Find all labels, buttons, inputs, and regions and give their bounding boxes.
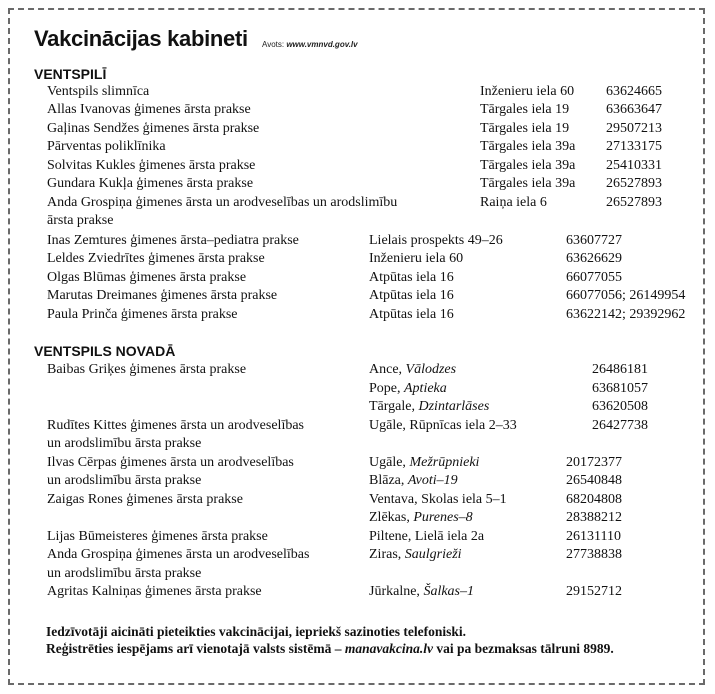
practice-phone[interactable]: 28388212 xyxy=(566,510,622,525)
practice-phone[interactable]: 63624665 xyxy=(606,84,662,99)
practice-location xyxy=(369,380,447,398)
location-place: Tārgale, xyxy=(369,399,415,414)
practice-name: Marutas Dreimanes ģimenes ārsta prakse xyxy=(47,288,278,303)
practice-phone[interactable]: 66077056; 26149954 xyxy=(566,288,686,303)
practice-name: Paula Prinča ģimenes ārsta prakse xyxy=(47,307,238,322)
footer-site-link[interactable]: manavakcina.lv xyxy=(344,641,433,656)
location-street: Dzintarlāses xyxy=(418,399,490,414)
practice-location xyxy=(369,491,507,509)
source-link[interactable]: www.vmnvd.gov.lv xyxy=(286,40,358,49)
location-place: Zlēkas, xyxy=(369,510,410,525)
practice-phone[interactable]: 26527893 xyxy=(606,195,662,210)
practice-location xyxy=(369,546,462,564)
location-place: Ugāle, xyxy=(369,455,406,470)
practice-location xyxy=(369,583,474,601)
practice-name: Lijas Būmeisteres ģimenes ārsta prakse xyxy=(47,529,268,544)
practice-phone[interactable]: 26527893 xyxy=(606,176,662,191)
practice-name: Gaļinas Sendžes ģimenes ārsta prakse xyxy=(47,121,260,136)
practice-name: Allas Ivanovas ģimenes ārsta prakse xyxy=(47,102,251,117)
practice-name: Solvitas Kukles ģimenes ārsta prakse xyxy=(47,158,256,173)
practice-phone[interactable]: 20172377 xyxy=(566,455,622,470)
practice-address: Atpūtas iela 16 xyxy=(369,270,454,285)
practice-name: Zaigas Rones ģimenes ārsta prakse xyxy=(47,492,243,507)
practice-name: un arodslimību ārsta prakse xyxy=(47,473,202,488)
practice-name: Anda Grospiņa ģimenes ārsta un arodveselības un arodslimību xyxy=(47,195,398,210)
location-place: Ventava, Skolas iela 5–1 xyxy=(369,492,507,507)
location-place: Ugāle, Rūpnīcas iela 2–33 xyxy=(369,418,517,433)
practice-phone[interactable]: 63681057 xyxy=(592,381,648,396)
source-label: Avots: xyxy=(262,40,285,49)
practice-location xyxy=(369,472,458,490)
practice-phone[interactable]: 63626629 xyxy=(566,251,622,266)
practice-name: un arodslimību ārsta prakse xyxy=(47,566,202,581)
practice-name: Baibas Griķes ģimenes ārsta prakse xyxy=(47,362,247,377)
footer-text-after: vai pa bezmaksas tālruni 8989. xyxy=(432,641,614,656)
footer-line-1: Iedzīvotāji aicināti pieteikties vakcinācijai, iepriekš sazinoties telefoniski. xyxy=(46,624,466,639)
section-heading-ventspils: VENTSPILĪ xyxy=(34,66,107,82)
location-place: Pope, xyxy=(369,381,401,396)
practice-phone[interactable]: 29152712 xyxy=(566,584,622,599)
footer-line-2 xyxy=(46,641,614,657)
practice-location xyxy=(369,417,517,435)
practice-phone[interactable]: 63663647 xyxy=(606,102,662,117)
practice-phone[interactable]: 26540848 xyxy=(566,473,622,488)
practice-phone[interactable]: 66077055 xyxy=(566,270,622,285)
practice-phone[interactable]: 26427738 xyxy=(592,418,648,433)
practice-location xyxy=(369,398,489,416)
practice-address: Atpūtas iela 16 xyxy=(369,288,454,303)
practice-phone[interactable]: 63607727 xyxy=(566,233,622,248)
practice-name: Inas Zemtures ģimenes ārsta–pediatra prakse xyxy=(47,233,299,248)
location-place: Piltene, Lielā iela 2a xyxy=(369,529,485,544)
practice-address: Tārgales iela 39a xyxy=(480,176,576,191)
practice-address: Tārgales iela 39a xyxy=(480,158,576,173)
location-street: Purenes–8 xyxy=(413,510,473,525)
practice-phone[interactable]: 27133175 xyxy=(606,139,662,154)
section-heading-novads: VENTSPILS NOVADĀ xyxy=(34,343,176,359)
practice-address: Lielais prospekts 49–26 xyxy=(369,233,503,248)
location-street: Saulgrieži xyxy=(404,547,462,562)
practice-phone[interactable]: 68204808 xyxy=(566,492,622,507)
practice-phone[interactable]: 26131110 xyxy=(566,529,621,544)
practice-address: Tārgales iela 19 xyxy=(480,121,570,136)
practice-name: Anda Grospiņa ģimenes ārsta un arodveselības xyxy=(47,547,310,562)
location-place: Blāza, xyxy=(369,473,405,488)
practice-location xyxy=(369,509,473,527)
location-street: Aptieka xyxy=(404,381,447,396)
practice-name: Gundara Kukļa ģimenes ārsta prakse xyxy=(47,176,254,191)
location-place: Ance, xyxy=(369,362,403,377)
practice-address: Tārgales iela 39a xyxy=(480,139,576,154)
location-street: Vālodzes xyxy=(405,362,457,377)
practice-phone[interactable]: 29507213 xyxy=(606,121,662,136)
practice-name: Olgas Blūmas ģimenes ārsta prakse xyxy=(47,270,247,285)
practice-name: Rudītes Kittes ģimenes ārsta un arodveselības xyxy=(47,418,304,433)
location-street: Avoti–19 xyxy=(407,473,458,488)
practice-name: Pārventas poliklīnika xyxy=(47,139,166,154)
location-place: Jūrkalne, xyxy=(369,584,420,599)
practice-name: Ilvas Cērpas ģimenes ārsta un arodveselības xyxy=(47,455,294,470)
practice-location xyxy=(369,454,479,472)
practice-phone[interactable]: 27738838 xyxy=(566,547,622,562)
practice-address: Inženieru iela 60 xyxy=(369,251,464,266)
location-street: Šalkas–1 xyxy=(423,584,474,599)
practice-address: Tārgales iela 19 xyxy=(480,102,570,117)
practice-name: Leldes Zviedrītes ģimenes ārsta prakse xyxy=(47,251,265,266)
practice-name: Agritas Kalniņas ģimenes ārsta prakse xyxy=(47,584,262,599)
practice-name: Ventspils slimnīca xyxy=(47,84,150,99)
practice-address: Raiņa iela 6 xyxy=(480,195,547,210)
location-place: Ziras, xyxy=(369,547,402,562)
location-street: Mežrūpnieki xyxy=(409,455,480,470)
source-note xyxy=(262,40,358,49)
practice-location xyxy=(369,361,456,379)
practice-address: Atpūtas iela 16 xyxy=(369,307,454,322)
practice-phone[interactable]: 63620508 xyxy=(592,399,648,414)
practice-phone[interactable]: 25410331 xyxy=(606,158,662,173)
practice-name: un arodslimību ārsta prakse xyxy=(47,436,202,451)
practice-address: Inženieru iela 60 xyxy=(480,84,575,99)
footer-text-before: Reģistrēties iespējams arī vienotajā valsts sistēmā – xyxy=(46,641,345,656)
practice-phone[interactable]: 63622142; 29392962 xyxy=(566,307,686,322)
practice-location xyxy=(369,528,484,546)
practice-name-cont: ārsta prakse xyxy=(47,213,114,228)
practice-phone[interactable]: 26486181 xyxy=(592,362,648,377)
page-title: Vakcinācijas kabineti xyxy=(34,26,248,51)
